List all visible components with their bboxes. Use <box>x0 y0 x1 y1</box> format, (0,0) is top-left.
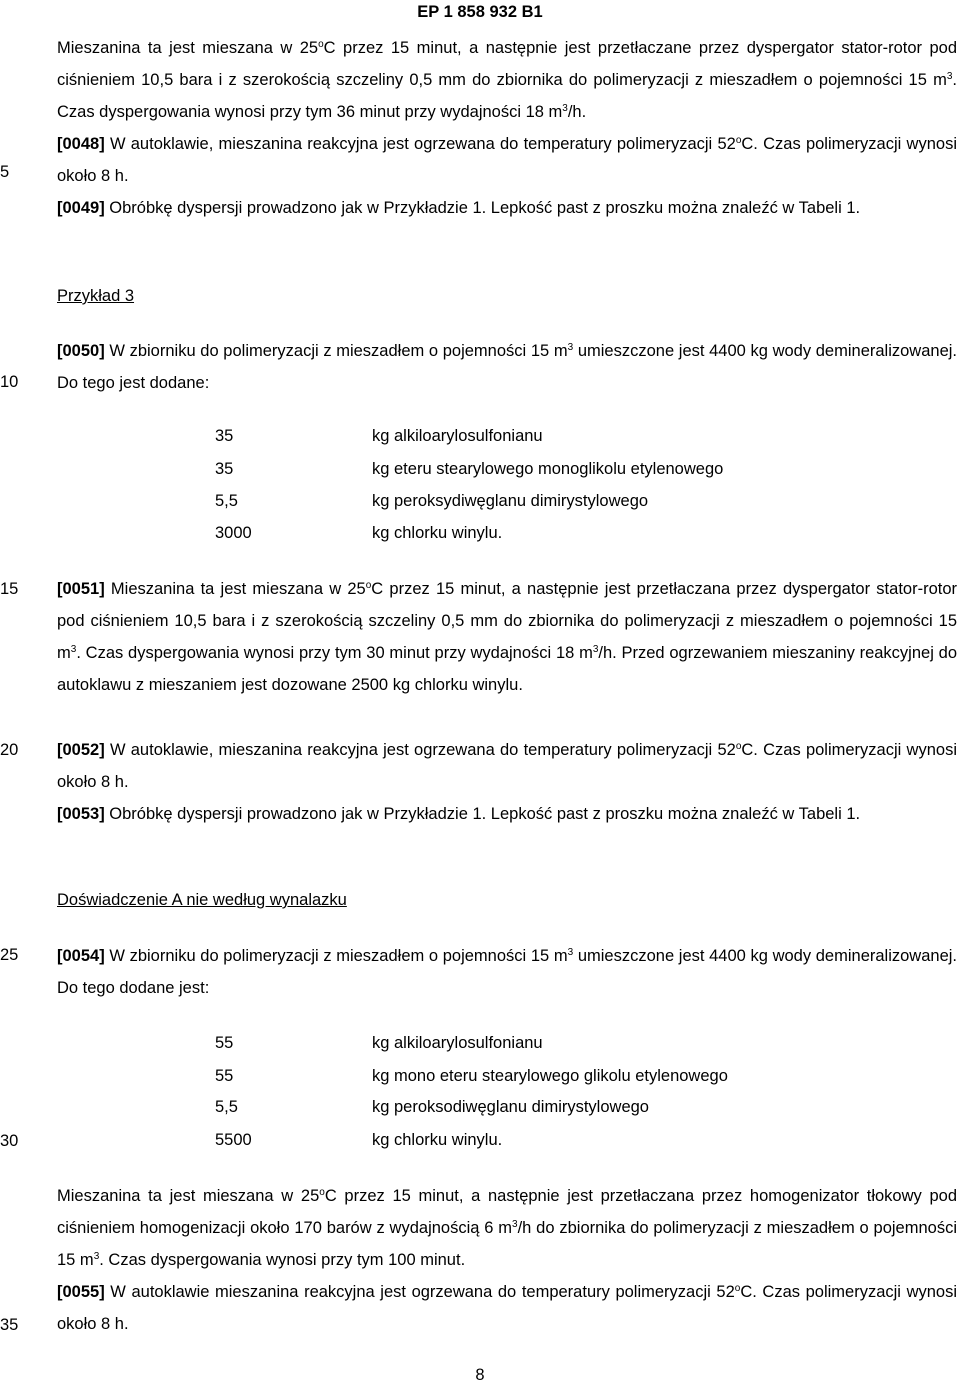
paragraph-0050: [0050] W zbiorniku do polimeryzacji z mieszadłem o pojemności 15 $m^3$ umieszczone jest 4400 kg wody demineralizowanej. Do tego jest dodane: <box>57 342 957 392</box>
heading-example-3: Przykład 3 <box>57 287 135 305</box>
page-number: 8 <box>475 1366 485 1384</box>
paragraph-0051: [0051] Mieszanina ta jest mieszana w 25$^o$C przez 15 minut, a następnie jest przetłaczana przez dyspergator stator-rotor pod ciśnieniem 10,5 bara i z szerokością szczeliny 0,5 mm do zbiornika do polimeryzacji z mieszadłem o pojemności 15 $m^3$. Czas dyspergowania wynosi przy tym 30 minut przy wydajności 18 $m^3/h$. Przed ogrzewaniem mieszaniny reakcyjnej do autoklawu z mieszaniem jest dozowane 2500 kg chlorku winylu. <box>57 580 957 694</box>
line-number-15: 15 <box>0 580 19 598</box>
line-number-30: 30 <box>0 1132 19 1150</box>
line-number-5: 5 <box>0 163 10 181</box>
heading-experiment-a: Doświadczenie A nie według wynalazku <box>57 891 347 909</box>
paragraph-0055: [0055] W autoklawie mieszanina reakcyjna jest ogrzewana do temperatury polimeryzacji 52$^o$C. Czas polimeryzacji wynosi około 8 h. <box>57 1283 957 1333</box>
line-number-10: 10 <box>0 373 19 391</box>
paragraph-0053: [0053] Obróbkę dyspersji prowadzono jak w Przykładzie 1. Lepkość past z proszku można znaleźć w Tabeli 1. <box>57 805 861 823</box>
paragraph-mixing-1: Mieszanina ta jest mieszana w 25$^o$C przez 15 minut, a następnie jest przetłaczane przez dyspergator stator-rotor pod ciśnieniem 10,5 bara i z szerokością szczeliny 0,5 mm do zbiornika do polimeryzacji z mieszadłem o pojemności 15 $m^3$. Czas dyspergowania wynosi przy tym 36 minut przy wydajności 18 $m^3/h$. <box>57 39 957 121</box>
paragraph-0049: [0049] Obróbkę dyspersji prowadzono jak w Przykładzie 1. Lepkość past z proszku można znaleźć w Tabeli 1. <box>57 199 861 217</box>
paragraph-0048: [0048] W autoklawie, mieszanina reakcyjna jest ogrzewana do temperatury polimeryzacji 52$^o$C. Czas polimeryzacji wynosi około 8 h. <box>57 135 957 185</box>
line-number-20: 20 <box>0 741 19 759</box>
document-id-header: EP 1 858 932 B1 <box>417 3 543 21</box>
paragraph-0052: [0052] W autoklawie, mieszanina reakcyjna jest ogrzewana do temperatury polimeryzacji 52$^o$C. Czas polimeryzacji wynosi około 8 h. <box>57 741 957 791</box>
line-number-35: 35 <box>0 1316 19 1334</box>
line-number-25: 25 <box>0 946 19 964</box>
paragraph-mixing-homogenizer: Mieszanina ta jest mieszana w 25$^o$C przez 15 minut, a następnie jest przetłaczana przez homogenizator tłokowy pod ciśnieniem homogenizacji około 170 barów z wydajnością 6 $m^3/h$ do zbiornika do polimeryzacji z mieszadłem o pojemności 15 $m^3$. Czas dyspergowania wynosi przy tym 100 minut. <box>57 1187 957 1269</box>
paragraph-0054: [0054] W zbiorniku do polimeryzacji z mieszadłem o pojemności 15 $m^3$ umieszczone jest 4400 kg wody demineralizowanej. Do tego dodane jest: <box>57 947 957 997</box>
